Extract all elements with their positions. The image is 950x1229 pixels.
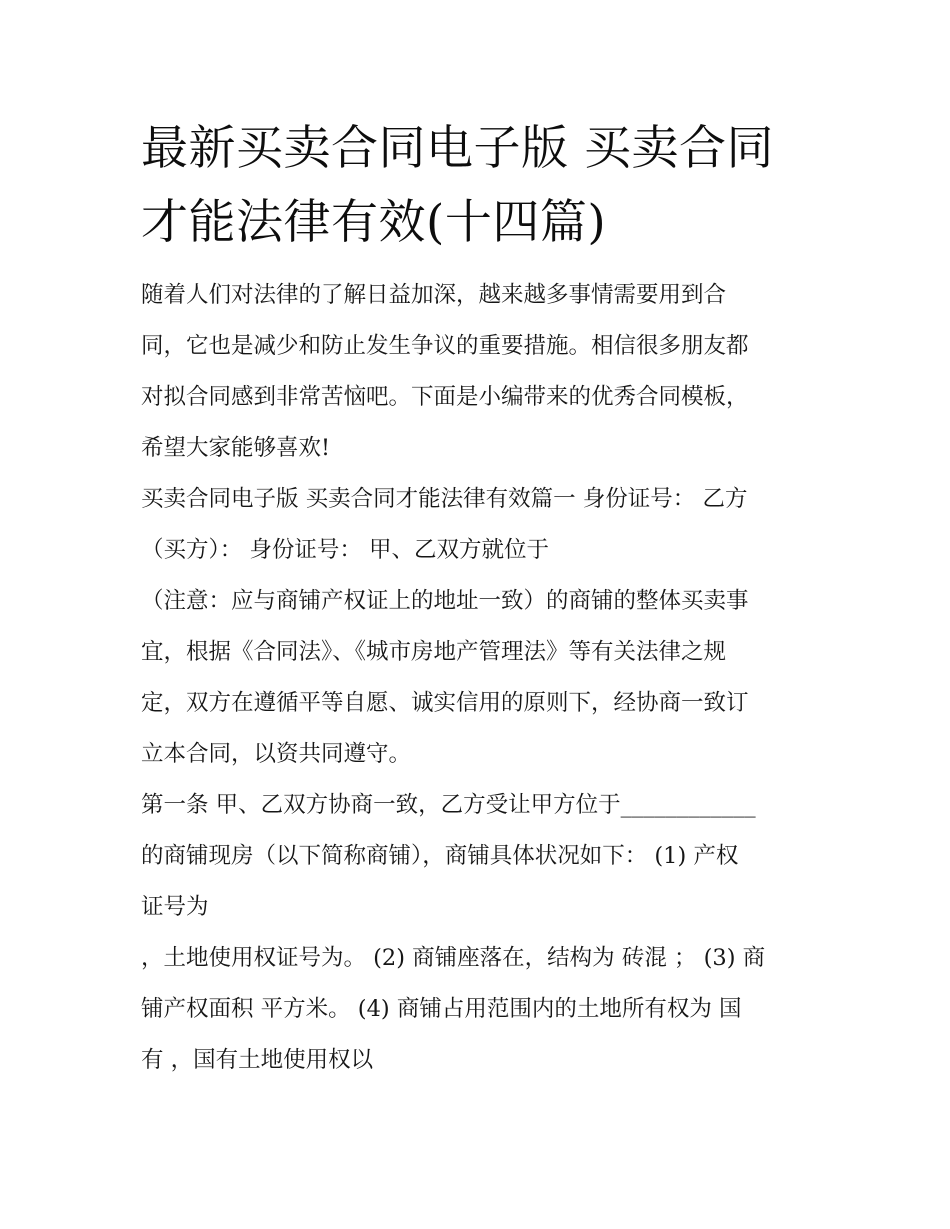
- body-line-10: 立本合同，以资共同遵守。: [141, 741, 412, 767]
- document-content: [141, 112, 813, 1086]
- document-title: [141, 112, 813, 260]
- body-line-8: 宜，根据《合同法》、《城市房地产管理法》等有关法律之规: [141, 639, 727, 665]
- body-line-14: ，土地使用权证号为。 (2) 商铺座落在，结构为 砖混 ； (3) 商: [141, 945, 766, 971]
- title-line-1: 最新买卖合同电子版 买卖合同: [141, 121, 774, 176]
- body-line-15: 铺产权面积 平方米。 (4) 商铺占用范围内的土地所有权为 国: [141, 996, 742, 1022]
- body-line-7: （注意：应与商铺产权证上的地址一致）的商铺的整体买卖事: [141, 588, 749, 614]
- body-line-9: 定，双方在遵循平等自愿、诚实信用的原则下，经协商一致订: [141, 690, 749, 716]
- body-line-16: 有 ，国有土地使用权以: [141, 1047, 374, 1073]
- body-line-11: 第一条 甲、乙双方协商一致，乙方受让甲方位于____________: [141, 792, 756, 818]
- body-line-6: （买方）： 身份证号： 甲、乙双方就位于: [141, 537, 550, 563]
- body-line-2: 同，它也是减少和防止发生争议的重要措施。相信很多朋友都: [141, 333, 749, 359]
- body-line-13: 证号为: [141, 894, 209, 920]
- document-body: [141, 270, 813, 1086]
- body-line-5: 买卖合同电子版 买卖合同才能法律有效篇一 身份证号： 乙方: [141, 486, 748, 512]
- body-line-1: 随着人们对法律的了解日益加深，越来越多事情需要用到合: [141, 282, 727, 308]
- body-line-12: 的商铺现房（以下简称商铺），商铺具体状况如下： (1) 产权: [141, 843, 739, 869]
- body-line-3: 对拟合同感到非常苦恼吧。下面是小编带来的优秀合同模板，: [141, 384, 749, 410]
- title-line-2: 才能法律有效(十四篇): [141, 195, 607, 250]
- body-line-4: 希望大家能够喜欢!: [141, 435, 331, 461]
